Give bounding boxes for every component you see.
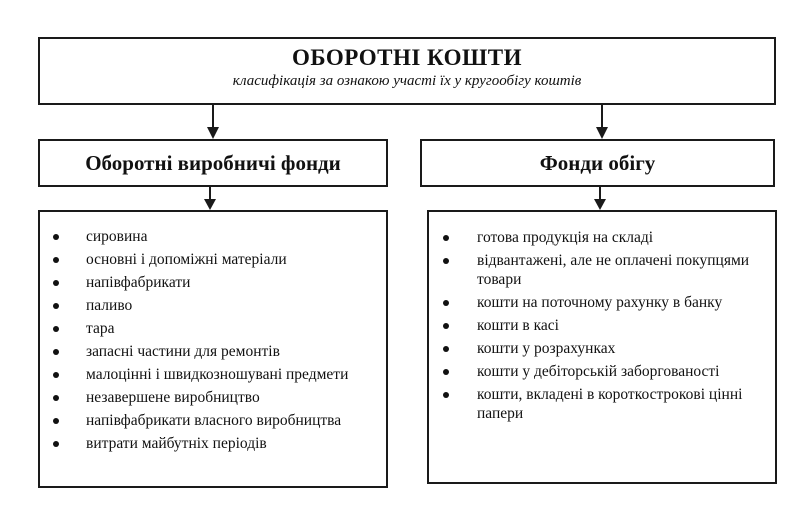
list-item-text: кошти у дебіторській заборгованості xyxy=(477,363,720,380)
bullet-icon xyxy=(53,349,59,355)
list-item-text: кошти в касі xyxy=(477,317,559,334)
root-node-working-capital xyxy=(38,37,776,105)
bullet-icon xyxy=(443,323,449,329)
list-item xyxy=(429,316,775,335)
arrow-right-to-list-head xyxy=(594,199,606,210)
list-item-text: паливо xyxy=(86,297,133,314)
node-circulation-funds xyxy=(420,139,775,187)
list-item-text: кошти у розрахунках xyxy=(477,340,616,357)
list-item-text: напівфабрикати xyxy=(86,274,191,291)
list-item-text: готова продукція на складі xyxy=(477,229,654,246)
bullet-icon xyxy=(53,257,59,263)
list-item xyxy=(429,251,775,289)
list-item-text: кошти, вкладені в короткострокові цінні папери xyxy=(477,386,743,422)
list-item-text: витрати майбутніх періодів xyxy=(86,435,267,452)
node-production-funds xyxy=(38,139,388,187)
root-subtitle: класифікація за ознакою участі їх у кругообігу коштів xyxy=(232,73,582,89)
bullet-icon xyxy=(443,392,449,398)
list-item xyxy=(40,273,386,292)
circulation-funds-list xyxy=(429,228,775,427)
bullet-icon xyxy=(53,441,59,447)
arrow-top-to-left-head xyxy=(207,127,219,139)
list-item xyxy=(40,250,386,269)
bullet-icon xyxy=(443,258,449,264)
bullet-icon xyxy=(53,303,59,309)
list-item-text: основні і допоміжні матеріали xyxy=(86,251,287,268)
bullet-icon xyxy=(53,280,59,286)
list-item-text: напівфабрикати власного виробництва xyxy=(86,412,342,429)
list-item xyxy=(429,385,775,423)
list-item-text: тара xyxy=(86,320,115,337)
production-funds-list xyxy=(40,227,386,457)
list-item xyxy=(429,293,775,312)
bullet-icon xyxy=(53,372,59,378)
bullet-icon xyxy=(443,369,449,375)
list-item-text: малоцінні і швидкозношувані предмети xyxy=(86,366,349,383)
bullet-icon xyxy=(443,300,449,306)
list-item xyxy=(429,228,775,247)
list-item xyxy=(40,227,386,246)
production-funds-list-box xyxy=(38,210,388,488)
arrow-top-to-right-head xyxy=(596,127,608,139)
circulation-funds-list-box xyxy=(427,210,777,484)
list-item xyxy=(40,296,386,315)
list-item-text: кошти на поточному рахунку в банку xyxy=(477,294,723,311)
bullet-icon xyxy=(443,235,449,241)
bullet-icon xyxy=(443,346,449,352)
list-item-text: запасні частини для ремонтів xyxy=(86,343,280,360)
list-item xyxy=(40,388,386,407)
bullet-icon xyxy=(53,326,59,332)
arrow-left-to-list-head xyxy=(204,199,216,210)
list-item xyxy=(40,342,386,361)
production-funds-heading: Оборотні виробничі фонди xyxy=(85,151,341,175)
bullet-icon xyxy=(53,418,59,424)
list-item xyxy=(429,339,775,358)
root-title: ОБОРОТНІ КОШТИ xyxy=(291,45,523,70)
list-item-text: відвантажені, але не оплачені покупцями товари xyxy=(477,252,750,288)
bullet-icon xyxy=(53,395,59,401)
bullet-icon xyxy=(53,234,59,240)
list-item xyxy=(40,365,386,384)
list-item xyxy=(40,319,386,338)
list-item-text: незавершене виробництво xyxy=(86,389,260,406)
list-item xyxy=(40,411,386,430)
list-item xyxy=(429,362,775,381)
circulation-funds-heading: Фонди обігу xyxy=(539,151,656,175)
list-item-text: сировина xyxy=(86,228,148,245)
list-item xyxy=(40,434,386,453)
